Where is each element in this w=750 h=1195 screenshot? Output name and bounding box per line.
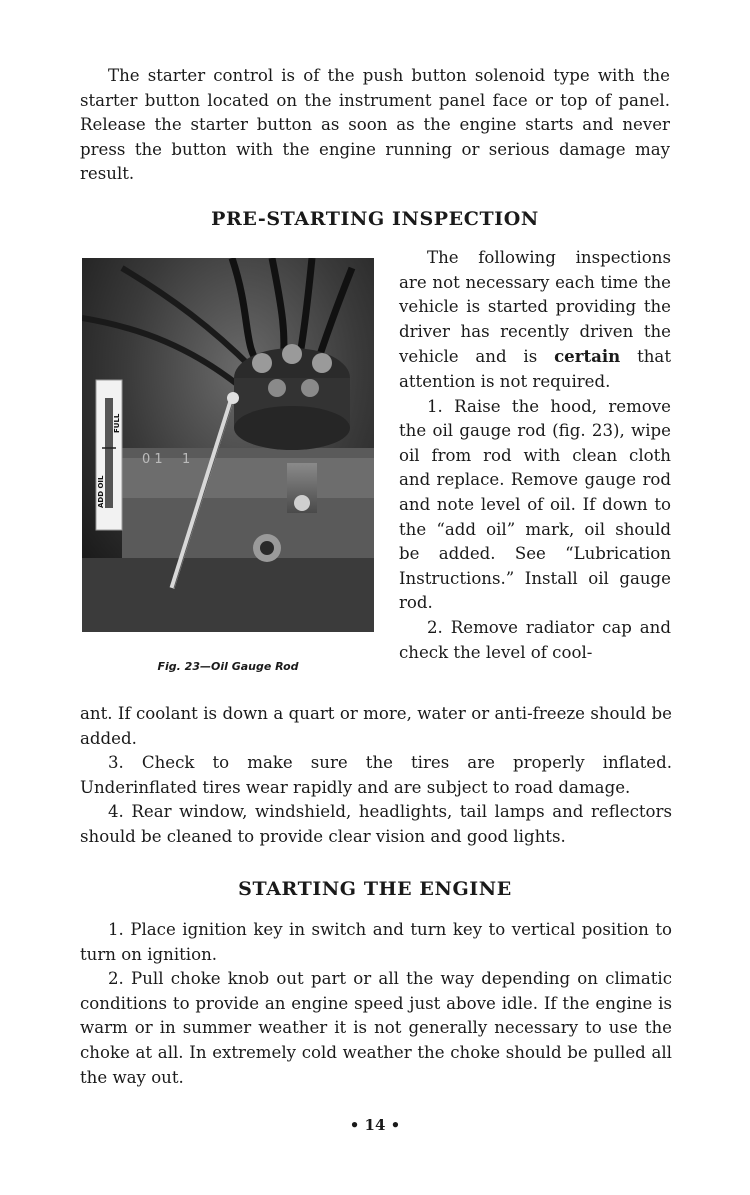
inspection-continued [80, 702, 672, 850]
step-2-start: 2. Remove radiator cap and check the level of cool- [399, 617, 671, 662]
step-4-paragraph: 4. Rear window, windshield, headlights, tail lamps and reflectors should be cleaned to provide clear vision and good lights. [80, 802, 672, 846]
svg-text:0 1: 0 1 [142, 452, 163, 467]
intro-paragraph: The starter control is of the push button solenoid type with the starter button located on the instrument panel face or top of panel. Release the starter button as soon as the engine starts and never press the button with the engine running or serious damage may result. [80, 66, 670, 184]
gauge-full-label: FULL [113, 413, 121, 433]
starting-engine-heading: STARTING THE ENGINE [238, 878, 512, 900]
page-number: • 14 • [349, 1116, 401, 1134]
inspection-intro-bold: certain [554, 346, 621, 367]
pre-starting-heading: PRE-STARTING INSPECTION [211, 208, 539, 230]
figure-caption: Fig. 23—Oil Gauge Rod [157, 660, 299, 673]
inspection-intro-end: that attention is not required. [399, 347, 671, 391]
step-1-paragraph: 1. Raise the hood, remove the oil gauge rod (fig. 23), wipe oil from rod with clean cloth and replace. Remove gauge rod and note level of oil. If down to the “add oil” mark, oil should be added. See “Lubrication Instructions.” Install oil gauge rod. [399, 396, 671, 613]
oil-gauge-rod-photo [82, 258, 374, 632]
starting-engine-section [80, 918, 672, 1090]
step-2-continued: ant. If coolant is down a quart or more, water or anti-freeze should be added. [80, 704, 672, 748]
engine-photo-illustration [82, 258, 374, 632]
inspection-intro-paragraph [399, 246, 671, 395]
start-step-1: 1. Place ignition key in switch and turn key to vertical position to turn on ignition. [80, 920, 672, 964]
gauge-add-oil-label: ADD OIL [97, 475, 105, 508]
start-step-2: 2. Pull choke knob out part or all the way depending on climatic conditions to provide an engine speed just above idle. If the engine is warm or in summer weather it is not generally necessary to use the choke at all. In extremely cold weather the choke should be pulled all the way out. [80, 969, 672, 1087]
right-column [399, 246, 671, 665]
inspection-intro-start: The following inspections are not necessary each time the vehicle is started providing the driver has recently driven the vehicle and is [399, 248, 671, 367]
svg-text:1: 1 [182, 452, 191, 467]
step-3-paragraph: 3. Check to make sure the tires are properly inflated. Underinflated tires wear rapidly and are subject to road damage. [80, 753, 672, 797]
